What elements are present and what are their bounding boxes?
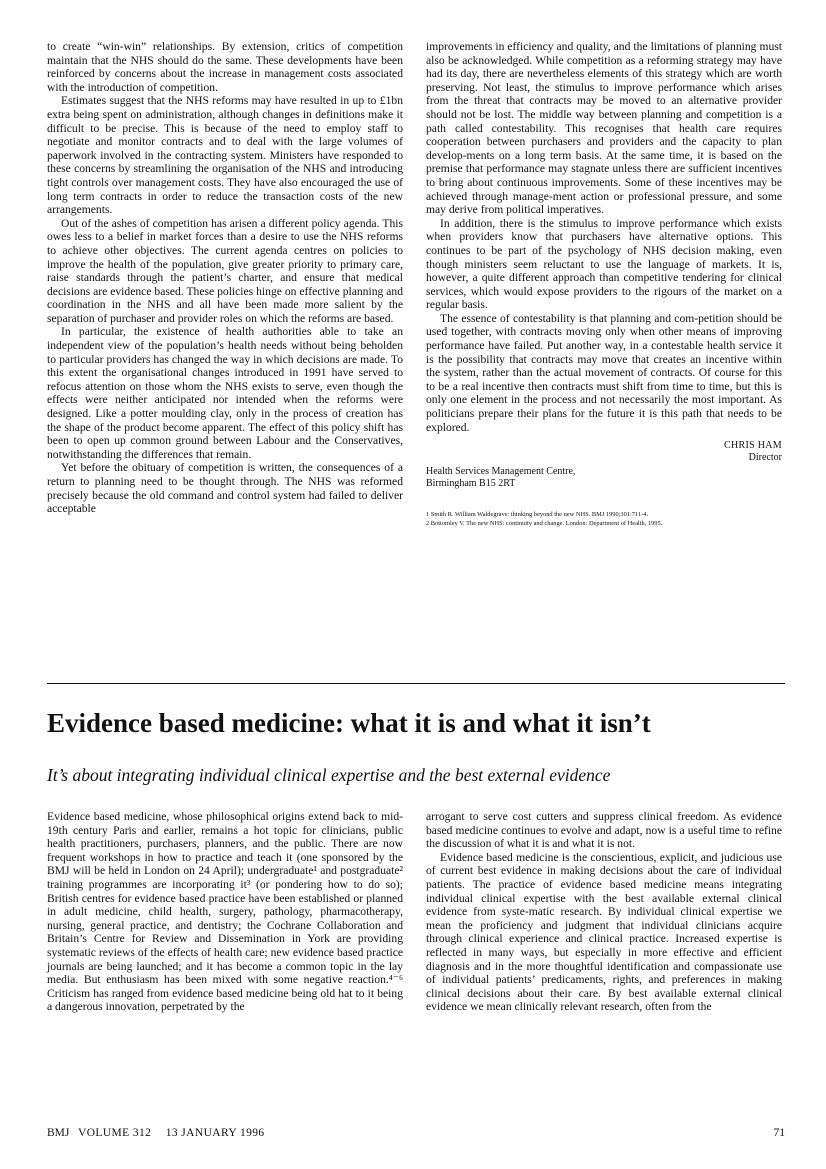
body-paragraph: Evidence based medicine is the conscientious, explicit, and judicious use of current best evidence in making decisions about the care of individual patients. The practice of evidence based medicine means integrating individual clinical expertise with the best available external clinical evidence from syste-matic research. By individual clinical expertise we mean the proficiency and judgment that individual clinicians acquire through clinical experience and clinical practice. Increased expertise is reflected in many ways, but especially in more effective and efficient diagnosis and in the more thoughtful identification and compassionate use of individual patients’ predicaments, rights, and preferences in making clinical decisions about their care. By best available external clinical evidence we mean clinically relevant research, often from the — [426, 850, 782, 1014]
reference-list — [426, 510, 782, 528]
journal-name: BMJ — [47, 1127, 70, 1139]
body-paragraph: In particular, the existence of health authorities able to take an independent view of the population’s health needs without being beholden to particular providers has changed the way in which decisions are made. To this extent the organisational changes introduced in 1991 have served to refocus attention on those whom the NHS exists to serve, even though the effects were neither anticipated nor intended when the reforms were designed. Like a potter moulding clay, only in the process of creation has the shape of the product become apparent. The effect of this policy shift has been to open up common ground between Labour and the Conservatives, notwithstanding the differences that remain. — [47, 325, 403, 461]
reference-item: 1 Smith R. William Waldegrave: thinking beyond the new NHS. BMJ 1990;301:711-4. — [426, 511, 649, 519]
article-title: Evidence based medicine: what it is and what it isn’t — [47, 708, 651, 738]
issue-date: 13 JANUARY 1996 — [165, 1127, 265, 1139]
author-signature — [426, 440, 782, 464]
article-left-column — [47, 810, 403, 1014]
body-paragraph: Out of the ashes of competition has arisen a different policy agenda. This owes less to a belief in market forces than a desire to use the NHS reforms to achieve other objectives. The current agenda centres on policies to improve the health of the population, give greater priority to primary care, raise standards through the patient’s charter, and ensure that medical decisions are evidence based. These policies hinge on effective planning and coordination in the NHS and all have been made more salient by the separation of purchaser and provider roles on which the reforms are based. — [47, 216, 403, 325]
page-number: 71 — [773, 1127, 785, 1139]
article-right-column — [426, 810, 782, 1014]
journal-volume: VOLUME 312 — [78, 1127, 152, 1139]
previous-article-right-column — [426, 40, 782, 528]
body-paragraph: Yet before the obituary of competition is written, the consequences of a return to planning need to be thought through. The NHS was reformed precisely because the old command and control system had failed to deliver acceptable — [47, 461, 403, 516]
article-standfirst: It’s about integrating individual clinical expertise and the best external evidence — [47, 765, 611, 785]
affiliation-line: Health Services Management Centre, — [426, 466, 576, 478]
body-paragraph: arrogant to serve cost cutters and suppress clinical freedom. As evidence based medicine continues to evolve and adapt, now is a useful time to refine the discussion of what it is and what it is not. — [426, 810, 782, 851]
page-footer — [47, 1126, 785, 1140]
body-paragraph: Estimates suggest that the NHS reforms may have resulted in up to £1bn extra being spent on administration, although changes in definitions make it difficult to be precise. This is because of the need to employ staff to negotiate and monitor contracts and to deal with the large volumes of paperwork involved in the contracting system. Ministers have responded to these concerns by streamlining the organisation of the NHS and introducing tight controls over management costs. They have also encouraged the use of long term contracts in order to reduce the transaction costs of the new arrangements. — [47, 94, 403, 217]
author-name: CHRIS HAM — [724, 440, 782, 452]
body-paragraph: improvements in efficiency and quality, and the limitations of planning must also be acknowledged. While competition as a reforming strategy may have had its day, there are nevertheless elements of this strategy which are worth preserving. Not least, the stimulus to improve performance which arises from the threat that contracts may be moved to an alternative provider should not be lost. The middle way between planning and competition is a path called contestability. This recognises that health care requires cooperation between purchasers and providers and the capacity to plan develop-ments on a long term basis. At the same time, it is based on the premise that performance may stagnate unless there are sufficient incentives to bring about continuous improvements. Some of these incentives may be achieved through manage-ment action or professional pressure, and some may derive from political imperatives. — [426, 40, 782, 217]
section-divider — [47, 683, 785, 684]
body-paragraph: In addition, there is the stimulus to improve performance which exists when providers know that purchasers have alternative options. This continues to be part of the psychology of NHS decision making, even though ministers seem reluctant to use the language of markets. It is, however, a quite different approach than competitive tendering for clinical services, which would expose providers to the rigours of the market on a regular basis. — [426, 216, 782, 312]
affiliation-line: Birmingham B15 2RT — [426, 478, 516, 490]
author-affiliation — [426, 466, 782, 490]
previous-article-left-column — [47, 40, 403, 516]
reference-item: 2 Bottomley V. The new NHS: continuity and change. London: Department of Health, 1995. — [426, 520, 663, 528]
author-title: Director — [748, 452, 782, 464]
body-paragraph: to create “win-win” relationships. By extension, critics of competition maintain that the NHS should do the same. These developments have been reinforced by concerns about the increase in management costs associated with the introduction of competition. — [47, 40, 403, 94]
body-paragraph: Evidence based medicine, whose philosophical origins extend back to mid-19th century Paris and earlier, remains a hot topic for clinicians, public health practitioners, purchasers, planners, and the public. There are now frequent workshops in how to practice and teach it (one sponsored by the BMJ will be held in London on 24 April); undergraduate¹ and postgraduate² training programmes are incorporating it³ (or pondering how to do so); British centres for evidence based practice have been established or planned in adult medicine, child health, surgery, pathology, pharmacotherapy, nursing, general practice, and dentistry; the Cochrane Collaboration and Britain’s Centre for Review and Dissemination in York are providing systematic reviews of the effects of health care; new evidence based practice journals are being launched; and it has become a common topic in the lay media. But enthusiasm has been mixed with some negative reaction.⁴⁻⁶ Criticism has ranged from evidence based medicine being old hat to it being a dangerous innovation, perpetrated by the — [47, 810, 403, 1014]
body-paragraph: The essence of contestability is that planning and com-petition should be used together, with contracts moving only when other means of improving performance have failed. Put another way, in a contestable health service it is the possibility that contracts may move that creates an incentive within the system, rather than the actual movement of contracts. Of course for this to be a real incentive then contracts must shift from time to time, but this is only one element in the process and not necessarily the most important. As politicians prepare their plans for the future it is this path that needs to be explored. — [426, 311, 782, 434]
